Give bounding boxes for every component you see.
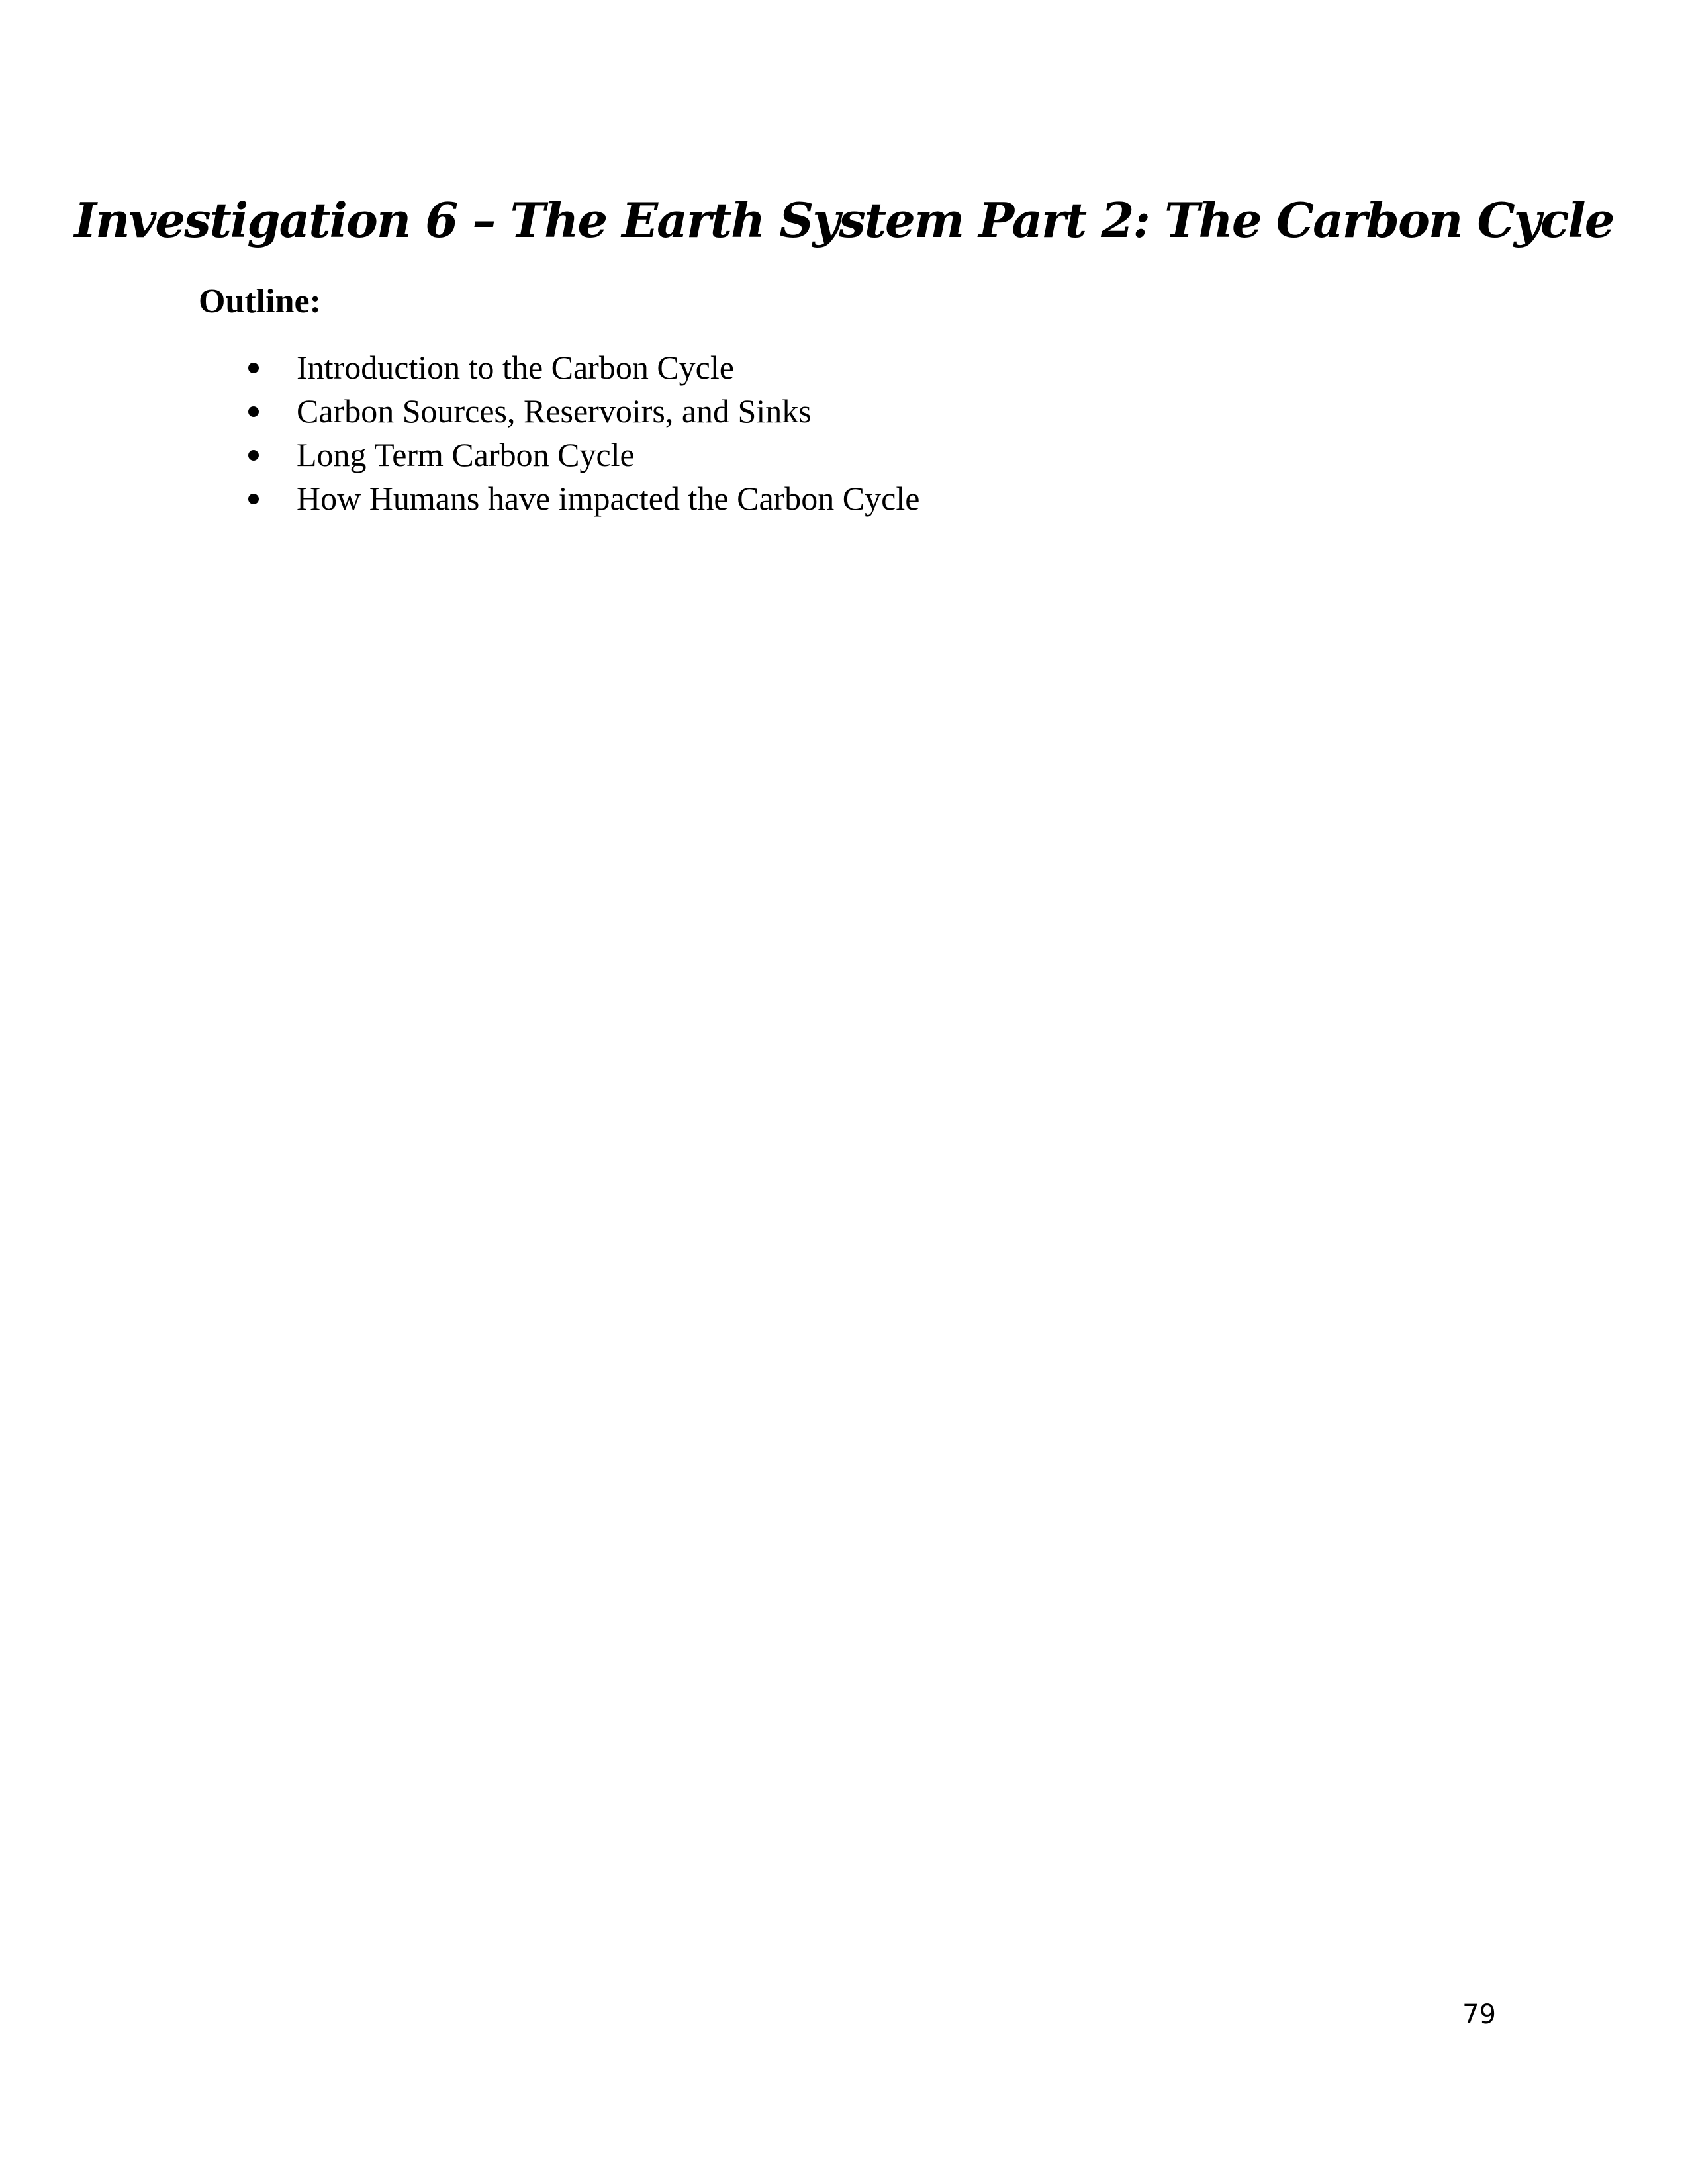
list-item-text: Carbon Sources, Reservoirs, and Sinks [297,392,812,430]
outline-heading: Outline: [199,283,321,320]
list-item-text: Introduction to the Carbon Cycle [297,349,734,386]
list-item-text: Long Term Carbon Cycle [297,436,635,473]
page-title: Investigation 6 – The Earth System Part 2: The Carbon Cycle [74,192,1614,248]
bullet-icon [248,363,259,373]
bullet-icon [248,494,259,504]
page-number: 79 [1462,1999,1496,2030]
bullet-icon [248,450,259,461]
list-item-text: How Humans have impacted the Carbon Cycle [297,480,920,517]
bullet-icon [248,406,259,417]
